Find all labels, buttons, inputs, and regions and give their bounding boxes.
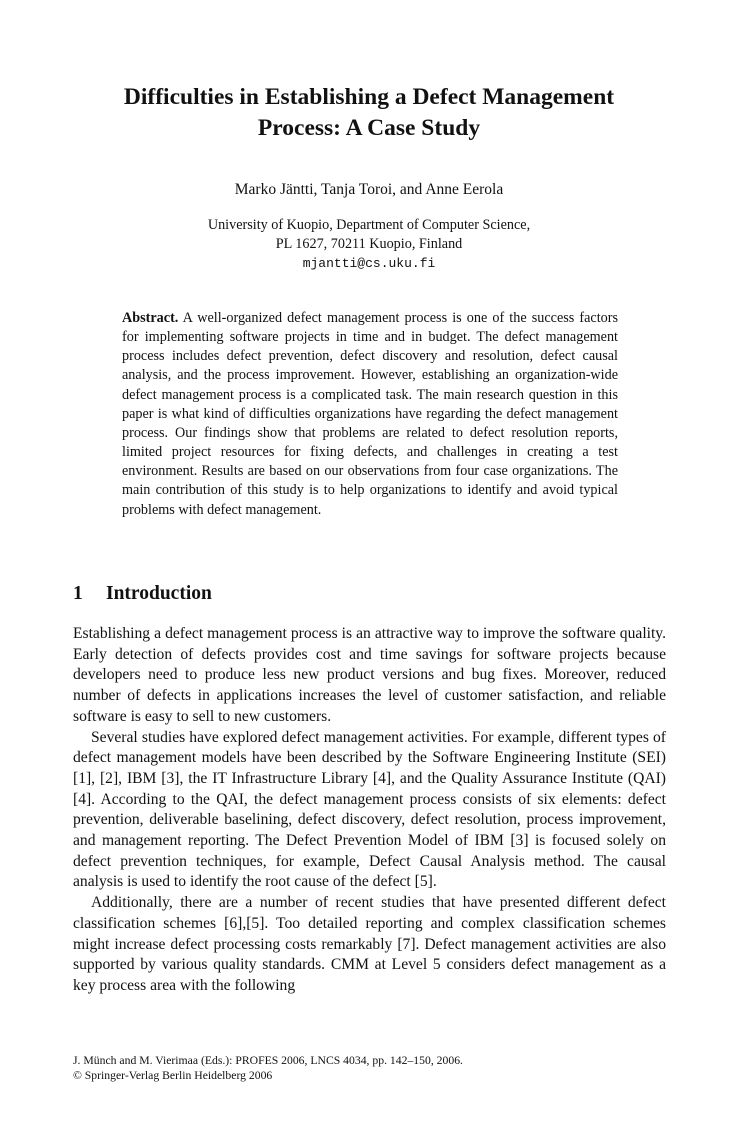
footer-citation: J. Münch and M. Vierimaa (Eds.): PROFES 2006, LNCS 4034, pp. 142–150, 2006. [73, 1054, 463, 1067]
section-title: Introduction [106, 583, 212, 604]
abstract-text: A well-organized defect management process is one of the success factors for implementing software projects in time and in budget. The defect management process includes defect prevention, defect discovery and resolution, defect causal analysis, and the process improvement. However, establishing an organization-wide defect management process is a complicated task. The main research question in this paper is what kind of difficulties organizations have regarding the defect management process. Our findings show that problems are related to defect resolution reports, limited project resources for fixing defects, and challenges in creating a test environment. Results are based on our observations from four case organizations. The main contribution of this study is to help organizations to identify and avoid typical problems with defect management. [122, 310, 618, 518]
paper-title-line-1: Difficulties in Establishing a Defect Management [123, 84, 615, 110]
affiliation-line-2: PL 1627, 70211 Kuopio, Finland [275, 236, 463, 252]
paper-title [40, 82, 698, 144]
body-paragraph-3: Additionally, there are a number of recent studies that have presented different defect classification schemes [6],[5]. Too detailed reporting and complex classification schemes might increase defect processing costs remarkably [7]. Defect management activities are also supported by various quality standards. CMM at Level 5 considers defect management as a key process area with the following [73, 894, 666, 994]
paper-title-line-2: Process: A Case Study [257, 115, 481, 141]
section-body [73, 624, 666, 997]
abstract-label: Abstract. [122, 310, 179, 326]
author-list: Marko Jäntti, Tanja Toroi, and Anne Eerola [234, 181, 504, 198]
abstract [122, 309, 618, 520]
author-email: mjantti@cs.uku.fi [302, 256, 436, 271]
section-number: 1 [73, 583, 83, 604]
affiliation-block [40, 216, 698, 273]
body-paragraph-2: Several studies have explored defect management activities. For example, different types of defect management models have been described by the Software Engineering Institute (SEI) [1], [2], IBM [3], the IT Infrastructure Library [4], and the Quality Assurance Institute (QAI) [4]. According to the QAI, the defect management process consists of six elements: defect prevention, deliverable baselining, defect discovery, defect resolution, process improvement, and management reporting. The Defect Prevention Model of IBM [3] is focused solely on defect prevention techniques, for example, Defect Causal Analysis method. The causal analysis is used to identify the root cause of the defect [5]. [73, 728, 666, 891]
page-footer [73, 1054, 463, 1083]
affiliation-line-1: University of Kuopio, Department of Computer Science, [207, 217, 531, 233]
section-heading [73, 582, 212, 606]
body-paragraph-1: Establishing a defect management process is an attractive way to improve the software quality. Early detection of defects provides cost and time savings for software projects because developers need to produce less new product versions and bug fixes. Moreover, reduced number of defects in applications increases the level of customer satisfaction, and reliable software is easy to sell to new customers. [73, 625, 666, 725]
footer-copyright: © Springer-Verlag Berlin Heidelberg 2006 [73, 1068, 273, 1082]
